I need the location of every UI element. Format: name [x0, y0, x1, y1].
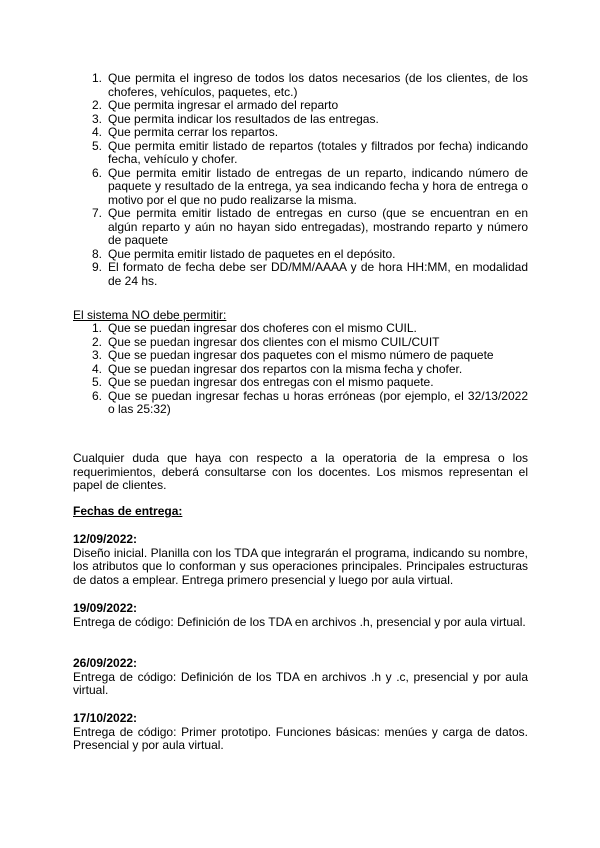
list-item: 5. Que permita emitir listado de repartos (totales y filtrados por fecha) indicando fecha, vehículo y chofer.	[91, 138, 528, 166]
not-permitted-heading: El sistema NO debe permitir:	[73, 308, 227, 322]
requirements-list	[73, 72, 528, 288]
entry-date: 26/09/2022:	[73, 656, 138, 670]
list-item: 3. Que se puedan ingresar dos paquetes con el mismo número de paquete	[91, 348, 494, 362]
delivery-entry	[73, 533, 528, 587]
list-item: 1. Que permita el ingreso de todos los datos necesarios (de los clientes, de los choferes, vehículos, paquetes, etc.)	[91, 71, 528, 99]
entry-date: 19/09/2022:	[73, 601, 138, 615]
list-item: 5. Que se puedan ingresar dos entregas con el mismo paquete.	[91, 375, 434, 389]
dates-heading: Fechas de entrega:	[73, 504, 183, 518]
entry-text: Entrega de código: Definición de los TDA en archivos .h y .c, presencial y por aula virtual.	[73, 669, 528, 697]
list-item: 7. Que permita emitir listado de entregas en curso (que se encuentran en en algún reparto y aún no hayan sido entregadas), mostrando reparto y número de paquete	[91, 206, 528, 247]
delivery-entry	[73, 602, 528, 629]
list-item: 4. Que permita cerrar los repartos.	[91, 125, 279, 139]
list-item: 1. Que se puedan ingresar dos choferes con el mismo CUIL.	[91, 321, 417, 335]
entry-date: 12/09/2022:	[73, 532, 138, 546]
list-item: 3. Que permita indicar los resultados de las entregas.	[91, 111, 379, 126]
list-item: 8. Que permita emitir listado de paquetes en el depósito.	[91, 246, 396, 261]
entry-text: Diseño inicial. Planilla con los TDA que integrarán el programa, indicando su nombre, los atributos que lo conforman y sus operaciones principales. Principales estructuras de datos a emplear. Entrega primero presencial y luego por aula virtual.	[73, 545, 528, 587]
delivery-entry	[73, 657, 528, 698]
list-item: 2. Que permita ingresar el armado del reparto	[91, 98, 339, 112]
list-item: 2. Que se puedan ingresar dos clientes con el mismo CUIL/CUIT	[91, 334, 440, 349]
list-item: 9. El formato de fecha debe ser DD/MM/AAAA y de hora HH:MM, en modalidad de 24 hs.	[91, 260, 528, 288]
list-item: 6. Que se puedan ingresar fechas u horas erróneas (por ejemplo, el 32/13/2022 o las 25:32)	[91, 388, 528, 416]
note-paragraph: Cualquier duda que haya con respecto a la operatoria de la empresa o los requerimientos, deberá consultarse con los docentes. Los mismos representan el papel de clientes.	[73, 451, 528, 492]
not-permitted-list	[73, 322, 528, 417]
list-item: 4. Que se puedan ingresar dos repartos con la misma fecha y chofer.	[91, 361, 463, 376]
entry-text: Entrega de código: Primer prototipo. Funciones básicas: menúes y carga de datos. Presencial y por aula virtual.	[73, 724, 528, 752]
list-item: 6. Que permita emitir listado de entregas de un reparto, indicando número de paquete y resultado de la entrega, ya sea indicando fecha y hora de entrega o motivo por el que no pudo realizarse la misma.	[91, 165, 528, 207]
delivery-entry	[73, 712, 528, 753]
entry-date: 17/10/2022:	[73, 711, 138, 725]
entry-text: Entrega de código: Definición de los TDA en archivos .h, presencial y por aula virtual.	[73, 614, 526, 629]
